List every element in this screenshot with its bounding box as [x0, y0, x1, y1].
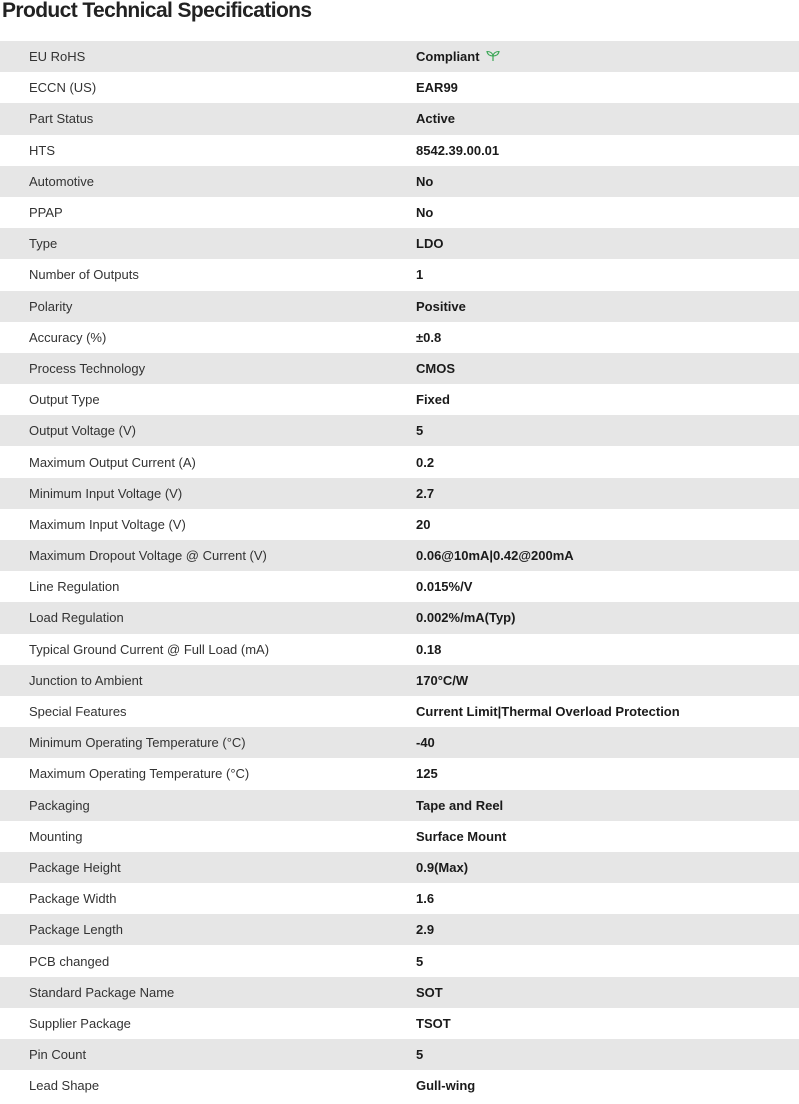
spec-value: LDO: [416, 236, 444, 252]
spec-label: Packaging: [29, 797, 90, 813]
spec-value: Tape and Reel: [416, 797, 504, 813]
table-row: [0, 509, 799, 540]
spec-value-cell: [416, 41, 799, 72]
spec-value: 5: [416, 1047, 424, 1063]
spec-value-cell: [416, 945, 799, 976]
table-row: [0, 353, 799, 384]
spec-label: Maximum Output Current (A): [29, 454, 196, 470]
spec-value-cell: [416, 571, 799, 602]
spec-label: Line Regulation: [29, 579, 120, 595]
spec-value: 5: [416, 423, 424, 439]
table-row: [0, 166, 799, 197]
spec-value-cell: [416, 72, 799, 103]
spec-value-cell: [416, 977, 799, 1008]
spec-value: No: [416, 173, 434, 189]
table-row: [0, 883, 799, 914]
spec-value: CMOS: [416, 360, 455, 376]
table-row: [0, 1039, 799, 1070]
spec-value: Gull-wing: [416, 1078, 476, 1094]
spec-value-cell: [416, 353, 799, 384]
table-row: [0, 72, 799, 103]
table-row: [0, 696, 799, 727]
table-row: [0, 977, 799, 1008]
table-row: [0, 758, 799, 789]
spec-value: 0.2: [416, 454, 435, 470]
spec-value-cell: [416, 197, 799, 228]
table-row: [0, 1070, 799, 1101]
spec-value-cell: [416, 540, 799, 571]
spec-value: 0.9(Max): [416, 859, 469, 875]
spec-label: Accuracy (%): [29, 329, 107, 345]
spec-value: 0.06@10mA|0.42@200mA: [416, 548, 574, 564]
spec-label: Mounting: [29, 828, 83, 844]
spec-value: 125: [416, 766, 438, 782]
spec-label: Minimum Operating Temperature (°C): [29, 735, 246, 751]
spec-value: 1: [416, 267, 424, 283]
spec-value-cell: [416, 1070, 799, 1101]
spec-value: 0.18: [416, 641, 442, 657]
table-row: [0, 291, 799, 322]
spec-table-body: [0, 41, 799, 1101]
spec-value-cell: [416, 602, 799, 633]
spec-label: HTS: [29, 142, 55, 158]
table-row: [0, 41, 799, 72]
spec-label: Pin Count: [29, 1047, 87, 1063]
table-row: [0, 727, 799, 758]
spec-label: Load Regulation: [29, 610, 124, 626]
spec-value: Active: [416, 111, 456, 127]
spec-label: Package Width: [29, 891, 117, 907]
spec-value-cell: [416, 634, 799, 665]
spec-value: No: [416, 205, 434, 221]
spec-value-cell: [416, 478, 799, 509]
table-row: [0, 415, 799, 446]
spec-value-cell: [416, 696, 799, 727]
spec-label: Number of Outputs: [29, 267, 139, 283]
spec-value: TSOT: [416, 1015, 451, 1031]
spec-label: Junction to Ambient: [29, 672, 143, 688]
table-row: [0, 821, 799, 852]
table-row: [0, 135, 799, 166]
spec-value-cell: [416, 259, 799, 290]
spec-value-cell: [416, 914, 799, 945]
table-row: [0, 914, 799, 945]
spec-label: Output Type: [29, 392, 100, 408]
spec-value: Fixed: [416, 392, 450, 408]
spec-value-cell: [416, 665, 799, 696]
spec-value: -40: [416, 735, 435, 751]
spec-value: Current Limit|Thermal Overload Protection: [416, 704, 680, 720]
spec-value-cell: [416, 1039, 799, 1070]
spec-label: ECCN (US): [29, 80, 97, 96]
spec-label: Output Voltage (V): [29, 423, 136, 439]
spec-label: Minimum Input Voltage (V): [29, 485, 183, 501]
spec-value-cell: [416, 1008, 799, 1039]
spec-value-cell: [416, 852, 799, 883]
table-row: [0, 790, 799, 821]
page-title: Product Technical Specifications: [2, 0, 312, 22]
spec-value: 1.6: [416, 891, 435, 907]
spec-value-cell: [416, 509, 799, 540]
spec-label: Type: [29, 236, 58, 252]
spec-label: Typical Ground Current @ Full Load (mA): [29, 641, 270, 657]
spec-value-cell: [416, 322, 799, 353]
spec-value: 2.7: [416, 485, 435, 501]
spec-label: Package Length: [29, 922, 123, 938]
table-row: [0, 602, 799, 633]
spec-label: Standard Package Name: [29, 984, 175, 1000]
spec-label: Lead Shape: [29, 1078, 100, 1094]
spec-value-cell: [416, 384, 799, 415]
spec-value-cell: [416, 758, 799, 789]
table-row: [0, 571, 799, 602]
table-row: [0, 945, 799, 976]
table-row: [0, 540, 799, 571]
table-row: [0, 478, 799, 509]
spec-label: Package Height: [29, 859, 121, 875]
table-row: [0, 197, 799, 228]
spec-label: Process Technology: [29, 360, 146, 376]
spec-value: 5: [416, 953, 424, 969]
spec-label: Special Features: [29, 704, 127, 720]
spec-value: ±0.8: [416, 329, 442, 345]
spec-table: [0, 41, 799, 1101]
spec-value-cell: [416, 727, 799, 758]
spec-label: Maximum Dropout Voltage @ Current (V): [29, 548, 267, 564]
spec-label: Maximum Input Voltage (V): [29, 516, 186, 532]
table-row: [0, 322, 799, 353]
spec-value-cell: [416, 135, 799, 166]
spec-value-cell: [416, 291, 799, 322]
table-row: [0, 1008, 799, 1039]
table-row: [0, 103, 799, 134]
spec-value: Compliant: [416, 49, 480, 65]
spec-label: EU RoHS: [29, 49, 86, 65]
spec-value: 8542.39.00.01: [416, 142, 500, 158]
spec-value-cell: [416, 166, 799, 197]
spec-value: Surface Mount: [416, 828, 507, 844]
spec-value: Positive: [416, 298, 466, 314]
spec-label: Part Status: [29, 111, 94, 127]
spec-value-cell: [416, 103, 799, 134]
table-row: [0, 384, 799, 415]
spec-value: 0.002%/mA(Typ): [416, 610, 516, 626]
table-row: [0, 852, 799, 883]
spec-value: 2.9: [416, 922, 435, 938]
spec-value: EAR99: [416, 80, 458, 96]
spec-value-cell: [416, 415, 799, 446]
table-row: [0, 665, 799, 696]
spec-value-cell: [416, 821, 799, 852]
spec-value: SOT: [416, 984, 443, 1000]
table-row: [0, 446, 799, 477]
spec-label: Polarity: [29, 298, 73, 314]
spec-value-cell: [416, 228, 799, 259]
spec-label: PPAP: [29, 205, 63, 221]
spec-label: Maximum Operating Temperature (°C): [29, 766, 250, 782]
spec-label: Automotive: [29, 173, 95, 189]
spec-label: Supplier Package: [29, 1015, 131, 1031]
table-row: [0, 259, 799, 290]
spec-value: 170°C/W: [416, 672, 469, 688]
table-row: [0, 634, 799, 665]
spec-value: 0.015%/V: [416, 579, 473, 595]
leaf-icon: [486, 50, 500, 62]
spec-value-cell: [416, 883, 799, 914]
table-row: [0, 228, 799, 259]
spec-value-cell: [416, 790, 799, 821]
spec-value: 20: [416, 516, 431, 532]
spec-label: PCB changed: [29, 953, 110, 969]
spec-value-cell: [416, 446, 799, 477]
